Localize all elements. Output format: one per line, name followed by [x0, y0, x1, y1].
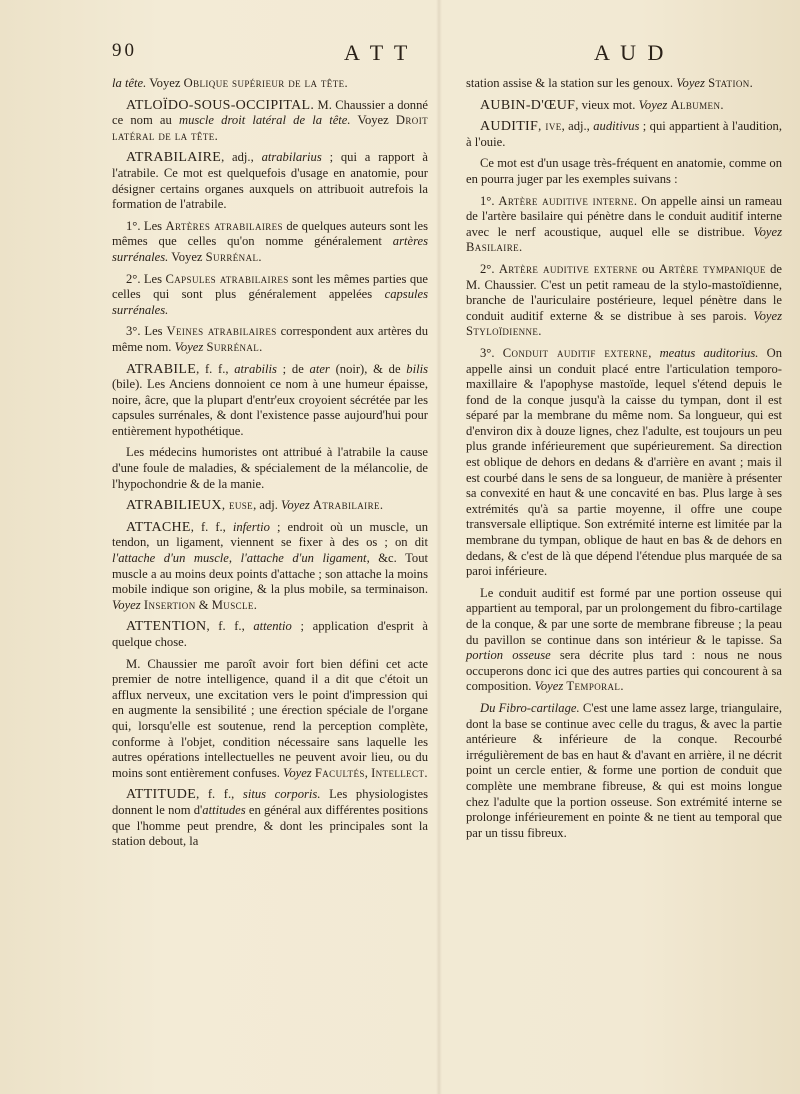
subentry-veines-atrabilaires: 3°. Les Veines atrabilaires correspondent aux artères du même nom. Voyez Surrénal. [112, 324, 429, 354]
conduit-composition-paragraph: Le conduit auditif est formé par une portion osseuse qui appartient au temporal, par un prolongement du fibro-cartilage de la conque, & par une sorte de membrane fibreuse ; la peau du pavillon se continue dans son intérieur & le tapisse. Sa portion osseuse sera décrite plus tard : nous ne nous occuperons donc ici que des autres parties qui concourent à sa composition. Voyez Temporal. [466, 585, 782, 694]
entry-atrabile: ATRABILE, f. f., atrabilis ; de ater (noir), & de bilis (bile). Les Anciens donnoient ce nom à une humeur épaisse, noire, âcre, que la plupart d'entr'eux croyoient sécrétée par les capsules surrénales, & dont l'existence passe aujourd'hui pour entièrement hypothétique. [112, 361, 428, 438]
running-header [112, 40, 752, 68]
entry-attitude-continued: station assise & la station sur les genoux. Voyez Station. [466, 76, 754, 90]
entry-atrabilieux: ATRABILIEUX, euse, adj. Voyez Atrabilaire. [126, 498, 384, 514]
subentry-artere-auditive-externe: 2°. Artère auditive externe ou Artère tympanique de M. Chaussier. C'est un petit rameau de la stylo-mastoïdienne, branche de l'auriculaire postérieure, lequel pénètre dans le conduit auditif externe & se distribue à ses parois. Voyez Styloïdienne. [466, 261, 782, 339]
entry-aubin-d-oeuf: AUBIN-D'ŒUF, vieux mot. Voyez Albumen. [480, 97, 724, 113]
left-running-title: A T T [344, 40, 411, 65]
subentry-artere-auditive-interne: 1°. Artère auditive interne. On appelle ainsi un rameau de l'artère basilaire qui pénètre dans le conduit auditif interne avec le nerf acoustique, auquel elle se distribue. Voyez Basilaire. [466, 193, 783, 255]
fibro-cartilage-paragraph: Du Fibro-cartilage. C'est une lame assez large, triangulaire, dont la base se continue avec celle du tragus, & avec la partie antérieure & inférieure de la conque. Recourbé irrégulièrement de bas en haut & d'avant en arrière, il ne décrit point un cercle entier, & forme une portion de conduit que complète une membrane fibreuse, & qui est moins longue chez l'adulte que la portion osseuse. Son extrémité interne se prolonge inférieurement en pointe & ne tient au temporal que par un tissu fibreux. [466, 700, 782, 840]
right-column [466, 76, 782, 847]
entry-attitude: ATTITUDE, f. f., situs corporis. Les physiologistes donnent le nom d'attitudes en général aux différentes positions que l'homme peut prendre, & dont les principales sont la station debout, la [112, 787, 428, 849]
right-running-title: A U D [594, 40, 667, 65]
entry-auditif-continued: Ce mot est d'un usage très-fréquent en anatomie, comme on en pourra juger par les exemples suivans : [466, 156, 782, 186]
page-fold-shadow [436, 0, 442, 1094]
entry-atrabilaire: ATRABILAIRE, adj., atrabilarius ; qui a rapport à l'atrabile. Ce mot est quelquefois d'usage en anatomie, pour désigner certains organes auxquels on attribuoit autrefois la formation de l'atrabile. [112, 150, 428, 212]
subentry-arteres-atrabilaires: 1°. Les Artères atrabilaires de quelques auteurs sont les mêmes que celles qu'on nomme généralement artères surrénales. Voyez Surrénal. [112, 218, 428, 264]
entry-attache: ATTACHE, f. f., infertio ; endroit où un muscle, un tendon, un ligament, viennent se fixer à des os ; on dit l'attache d'un muscle, l'attache d'un ligament, &c. Tout muscle a au moins deux points d'attache ; son attache la moins mobile indique son origine, & la plus mobile, sa terminaison. Voyez Insertion & Muscle. [112, 519, 428, 612]
entry-attention-continued: M. Chaussier me paroît avoir fort bien défini cet acte premier de notre intelligence, quand il a dit que c'étoit un afflux nerveux, une excitation vers le point d'impression qui en augmente la sensibilité ; une érection spéciale de l'organe qui, lorsqu'elle est soutenue, rend la perception complète, conforme à l'objet, condition nécessaire sans laquelle les autres opérations intellectuelles ne peuvent avoir lieu, ou du moins sont entièrement confuses. Voyez Facultés, Intellect. [112, 656, 428, 780]
entry-attention: ATTENTION, f. f., attentio ; application d'esprit à quelque chose. [112, 619, 428, 649]
subentry-capsules-atrabilaires: 2°. Les Capsules atrabilaires sont les mêmes parties que celles qui sont plus généralement appelées capsules surrénales. [112, 271, 428, 317]
page-number: 90 [112, 40, 137, 61]
entry-atrabile-continued: Les médecins humoristes ont attribué à l'atrabile la cause d'une foule de maladies, & spécialement de la mélancolie, de l'hypochondrie & de la manie. [112, 445, 428, 491]
entry-auditif: AUDITIF, ive, adj., auditivus ; qui appartient à l'audition, à l'ouie. [466, 119, 783, 149]
subentry-conduit-auditif-externe: 3°. Conduit auditif externe, meatus auditorius. On appelle ainsi un conduit placé entre l'articulation temporo-maxillaire & l'apophyse mastoïde, lequel s'étend depuis le fond de la conque jusqu'à la caisse du tympan, dont il est séparé par la membrane du même nom. Sa longueur, qui est d'environ dix à douze lignes, chez l'adulte, est toujours un peu plus grande inférieurement que supérieurement. Sa direction est oblique de dehors en dedans & d'arrière en avant ; mais il est courbé dans le sens de sa longueur, de manière à présenter sa convexité en haut & une concavité en bas. Plus large à ses extrémités qu'à sa partie moyenne, il offre une coupe transversale elliptique. Son extrémité interne est limitée par la membrane du tympan, oblique de haut en bas & de dehors en dedans, & c'est de là que dépend l'étendue plus marquée de sa paroi inférieure. [466, 345, 782, 579]
entry-atloido-sous-occipital: ATLOÏDO-SOUS-OCCIPITAL. M. Chaussier a donné ce nom au muscle droit latéral de la tête. Voyez Droit latéral de la tête. [112, 97, 428, 143]
entry-continuation: la tête. Voyez Oblique supérieur de la tête. [112, 76, 349, 90]
left-column [112, 76, 428, 856]
